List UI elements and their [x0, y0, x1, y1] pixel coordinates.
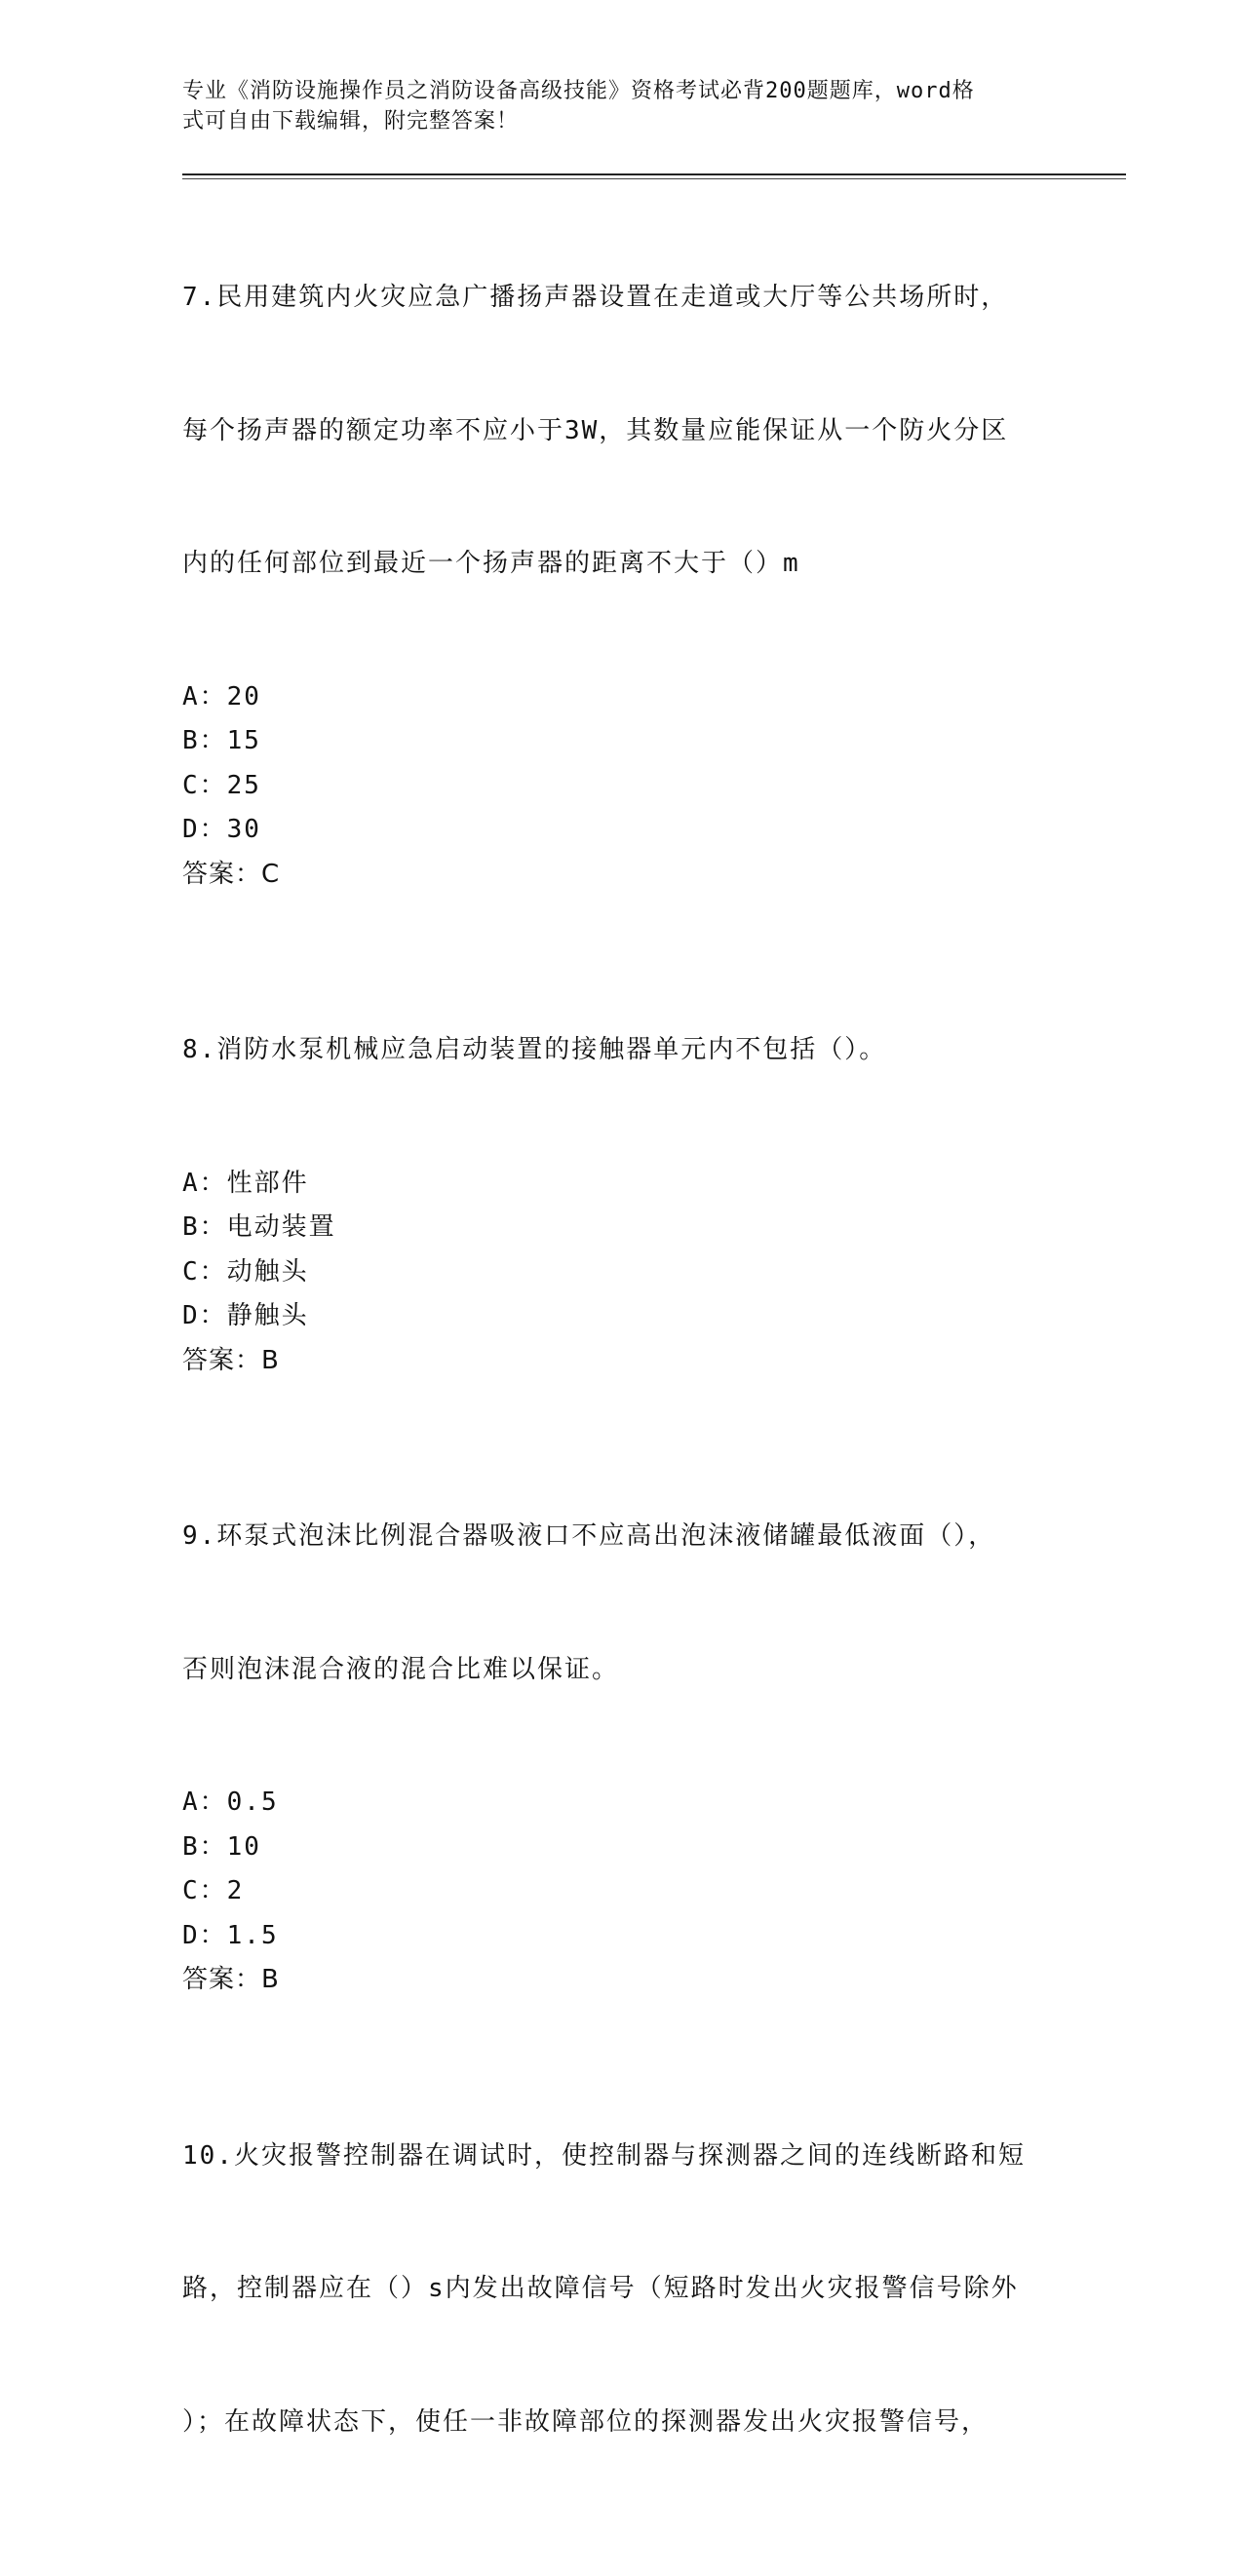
question-text: [182, 1426, 1060, 1781]
question-line: 每个扬声器的额定功率不应小于3W，其数量应能保证从一个防火分区: [182, 415, 1009, 445]
answer: 答案：B: [182, 1965, 280, 1994]
option-c: C：2: [182, 1876, 245, 1905]
option-d: D：1.5: [182, 1920, 279, 1950]
question-text: [182, 187, 1060, 675]
question-line: 9.环泵式泡沫比例混合器吸液口不应高出泡沫液储罐最低液面（），: [182, 1521, 996, 1551]
question-line: 内的任何部位到最近一个扬声器的距离不大于（）m: [182, 549, 800, 578]
question-10: [182, 2046, 1060, 2534]
header-line-1: 专业《消防设施操作员之消防设备高级技能》资格考试必背200题题库，word格: [182, 79, 975, 103]
question-7: [182, 187, 1060, 897]
question-text: [182, 2046, 1060, 2534]
question-line: 8.消防水泵机械应急启动装置的接触器单元内不包括（）。: [182, 1035, 887, 1064]
question-line: 否则泡沫混合液的混合比难以保证。: [182, 1654, 620, 1684]
document-header: [182, 76, 1040, 136]
question-text: [182, 940, 1060, 1162]
answer: 答案：B: [182, 1345, 280, 1375]
option-a: A：性部件: [182, 1168, 309, 1198]
question-8: [182, 940, 1060, 1383]
header-divider: [182, 173, 1126, 175]
answer: 答案：C: [182, 859, 281, 889]
question-list: [182, 187, 1060, 2576]
option-b: B：15: [182, 726, 261, 755]
option-d: D：静触头: [182, 1301, 309, 1330]
option-b: B：电动装置: [182, 1212, 336, 1242]
option-c: C：25: [182, 770, 261, 800]
option-d: D：30: [182, 815, 261, 844]
question-line: 路，控制器应在（）s内发出故障信号（短路时发出火灾报警信号除外: [182, 2274, 1019, 2303]
option-a: A：20: [182, 681, 261, 711]
question-line: ）；在故障状态下，使任一非故障部位的探测器发出火灾报警信号，: [182, 2406, 990, 2437]
option-b: B：10: [182, 1831, 261, 1862]
option-c: C：动触头: [182, 1256, 309, 1287]
question-9: [182, 1426, 1060, 2003]
question-line: 7.民用建筑内火灾应急广播扬声器设置在走道或大厅等公共场所时，: [182, 283, 1009, 312]
option-a: A：0.5: [182, 1788, 279, 1817]
header-divider-thin: [182, 178, 1126, 179]
question-line: 10.火灾报警控制器在调试时，使控制器与探测器之间的连线断路和短: [182, 2140, 1026, 2171]
header-line-2: 式可自由下载编辑，附完整答案！: [182, 109, 520, 134]
